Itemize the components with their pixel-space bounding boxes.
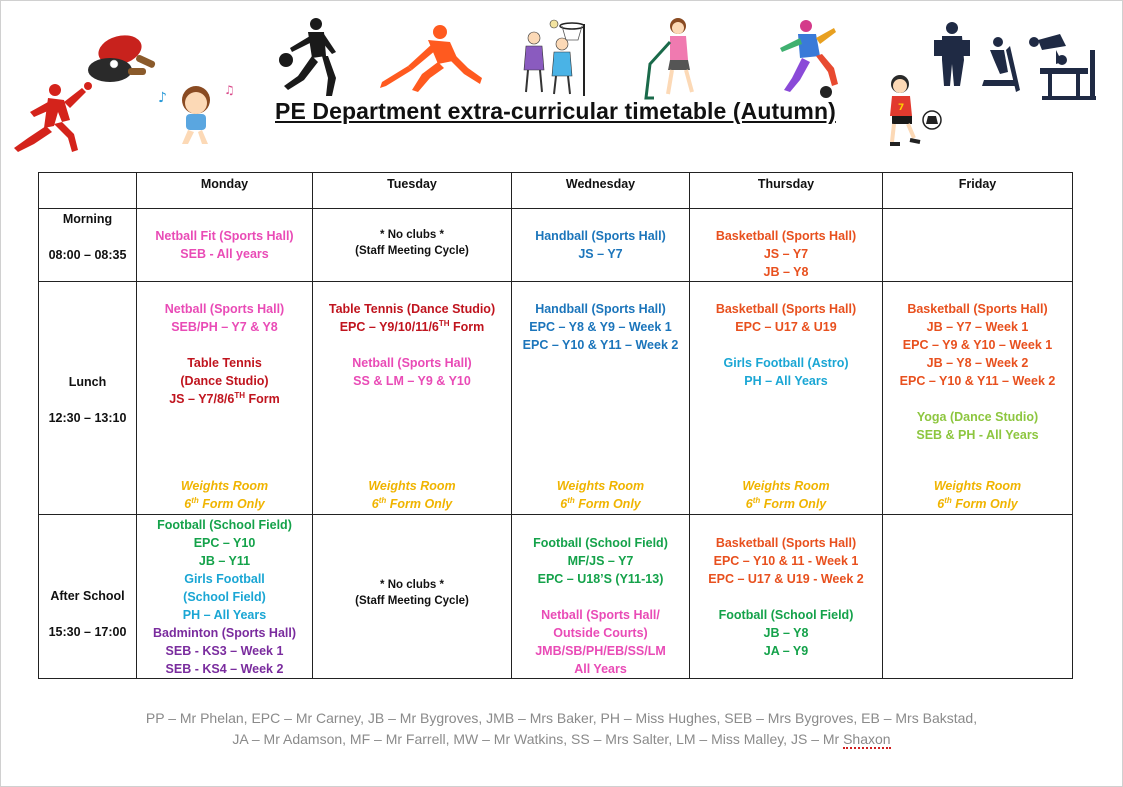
activity-line: Football (School Field) [533,536,668,550]
activity-line: Handball (Sports Hall) [535,302,666,316]
activity-line: All Years [574,662,627,676]
cell-morning-thursday [690,209,883,282]
activity-line: Football (School Field) [718,608,854,622]
corner-cell [39,173,137,209]
day-header-wednesday: Wednesday [512,173,690,209]
activity-line: JS – Y7/8/6TH Form [169,390,280,406]
activity-line: Outside Courts) [553,626,648,640]
activity-line: SEB - All years [180,247,269,261]
activity-line: EPC – Y9 & Y10 – Week 1 [902,338,1053,352]
row-header-after-school [39,515,137,679]
activity-line: Basketball (Sports Hall) [715,229,857,243]
activity-line: JS – Y7 [578,247,623,261]
activity-line: Basketball (Sports Hall) [715,302,857,316]
activity-line: (Dance Studio) [180,374,269,388]
lunch-row [39,282,1073,515]
cell-lunch-friday [883,282,1073,515]
activity-line: Yoga (Dance Studio) [916,410,1039,424]
cell-morning-monday [137,209,313,282]
weights-room-line: Weights Room [180,479,269,493]
activity-line: EPC – U18’S (Y11-13) [537,572,664,586]
gym-fitness-icon [930,20,1110,110]
cell-spacer [883,390,1072,408]
cell-morning-friday [883,209,1073,282]
activity-line: Badminton (Sports Hall) [152,626,297,640]
netball-players-icon [514,18,594,96]
activity-line: PH – All Years [744,374,828,388]
cell-morning-tuesday [313,209,512,282]
row-label: After School [50,589,125,603]
staff-legend-text: JA – Mr Adamson, MF – Mr Farrell, MW – Mr Watkins, SS – Mrs Salter, LM – Miss Malley, JS – Mr [232,731,844,747]
activity-line: EPC – Y9/10/11/6TH Form [339,318,485,334]
activity-line: Football (School Field) [157,518,292,532]
activity-line: JB – Y8 [763,265,809,279]
activity-line: SEB - KS3 – Week 1 [165,644,284,658]
weights-room-note [313,477,511,513]
weights-room-line: 6th Form Only [371,495,453,511]
activity-line: Basketball (Sports Hall) [907,302,1048,316]
activity-line: Netball (Sports Hall/ [541,608,660,622]
cell-spacer [690,336,882,354]
activity-line: Netball Fit (Sports Hall) [155,229,294,243]
activity-line: Girls Football [184,572,265,586]
activity-line: JB – Y8 [763,626,809,640]
activity-line: JB – Y11 [198,554,251,568]
activity-line: EPC – Y10 & 11 - Week 1 [713,554,859,568]
activity-line: SEB & PH - All Years [916,428,1039,442]
after-school-row [39,515,1073,679]
activity-line: Girls Football (Astro) [723,356,849,370]
activity-line: JB – Y7 – Week 1 [926,320,1029,334]
svg-text:♫: ♫ [224,83,235,97]
activity-line: JA – Y9 [763,644,809,658]
cell-lunch-wednesday [512,282,690,515]
weights-room-line: Weights Room [368,479,456,493]
weights-room-line: Weights Room [933,479,1022,493]
table-tennis-bats-icon [84,30,162,86]
activity-line: JS – Y7 [763,247,809,261]
activity-line: (School Field) [183,590,266,604]
row-time: 15:30 – 17:00 [48,625,127,639]
hockey-player-icon [378,24,488,98]
morning-row [39,209,1073,282]
row-label: Morning [62,212,113,226]
weights-room-line: 6th Form Only [745,495,827,511]
activity-line: EPC – Y10 & Y11 – Week 2 [522,338,679,352]
activity-line: EPC – Y10 & Y11 – Week 2 [899,374,1056,388]
day-header-tuesday: Tuesday [313,173,512,209]
activity-line: (Staff Meeting Cycle) [355,595,469,607]
cell-lunch-tuesday [313,282,512,515]
timetable [38,172,1073,679]
svg-text:7: 7 [898,103,905,113]
handball-player-icon [8,82,96,154]
girl-hockey-player-icon [640,14,714,106]
weights-room-note [137,477,312,513]
activity-line: Handball (Sports Hall) [535,229,666,243]
weights-room-line: 6th Form Only [560,495,641,511]
activity-line: SEB - KS4 – Week 2 [165,662,284,676]
row-time: 08:00 – 08:35 [48,248,127,262]
cell-after-school-monday [137,515,313,679]
activity-line: Basketball (Sports Hall) [715,536,857,550]
activity-line: * No clubs * [380,229,444,241]
row-label: Lunch [68,375,107,389]
cell-lunch-thursday [690,282,883,515]
dancing-girl-icon [152,80,242,148]
svg-text:♪: ♪ [158,90,167,106]
activity-line: Table Tennis (Dance Studio) [328,302,496,316]
day-header-monday: Monday [137,173,313,209]
cell-spacer [137,336,312,354]
weights-room-line: Weights Room [742,479,830,493]
activity-line: SS & LM – Y9 & Y10 [353,374,471,388]
cell-lunch-monday [137,282,313,515]
weights-room-line: Weights Room [556,479,645,493]
weights-room-note [883,477,1072,513]
cell-after-school-thursday [690,515,883,679]
activity-line: EPC – Y8 & Y9 – Week 1 [529,320,672,334]
cell-after-school-friday [883,515,1073,679]
activity-line: JB – Y8 – Week 2 [926,356,1029,370]
cell-after-school-wednesday [512,515,690,679]
activity-line: EPC – U17 & U19 - Week 2 [708,572,864,586]
activity-line: PH – All Years [182,608,267,622]
row-header-morning [39,209,137,282]
weights-room-note [690,477,882,513]
header-row [39,173,1073,209]
day-header-thursday: Thursday [690,173,883,209]
cell-spacer [313,336,511,354]
weights-room-line: 6th Form Only [937,495,1018,511]
footballer-icon [770,18,842,100]
activity-line: Netball (Sports Hall) [164,302,285,316]
activity-line: (Staff Meeting Cycle) [355,245,469,257]
staff-legend-line-2 [0,731,1123,747]
activity-line: SEB/PH – Y7 & Y8 [171,320,278,334]
weights-room-note [512,477,689,513]
cell-morning-wednesday [512,209,690,282]
activity-line: Netball (Sports Hall) [352,356,472,370]
activity-line: MF/JS – Y7 [567,554,634,568]
cell-spacer [512,588,689,606]
page-title: PE Department extra-curricular timetable (Autumn) [275,98,836,124]
row-time: 12:30 – 13:10 [48,411,127,425]
row-header-lunch [39,282,137,515]
basketball-player-icon [276,16,342,100]
activity-line: JMB/SB/PH/EB/SS/LM [535,644,666,658]
weights-room-line: 6th Form Only [184,495,265,511]
staff-legend-shaxon: Shaxon [843,731,891,747]
staff-legend-line-1: PP – Mr Phelan, EPC – Mr Carney, JB – Mr Bygroves, JMB – Mrs Baker, PH – Miss Hughes, SEB – Mrs Bygroves, EB – Mrs Bakstad, [145,710,978,726]
cell-spacer [690,588,882,606]
cell-after-school-tuesday [313,515,512,679]
day-header-friday: Friday [883,173,1073,209]
activity-line: Table Tennis [187,356,262,370]
activity-line: EPC – U17 & U19 [735,320,837,334]
activity-line: * No clubs * [380,579,444,591]
activity-line: EPC – Y10 [193,536,256,550]
